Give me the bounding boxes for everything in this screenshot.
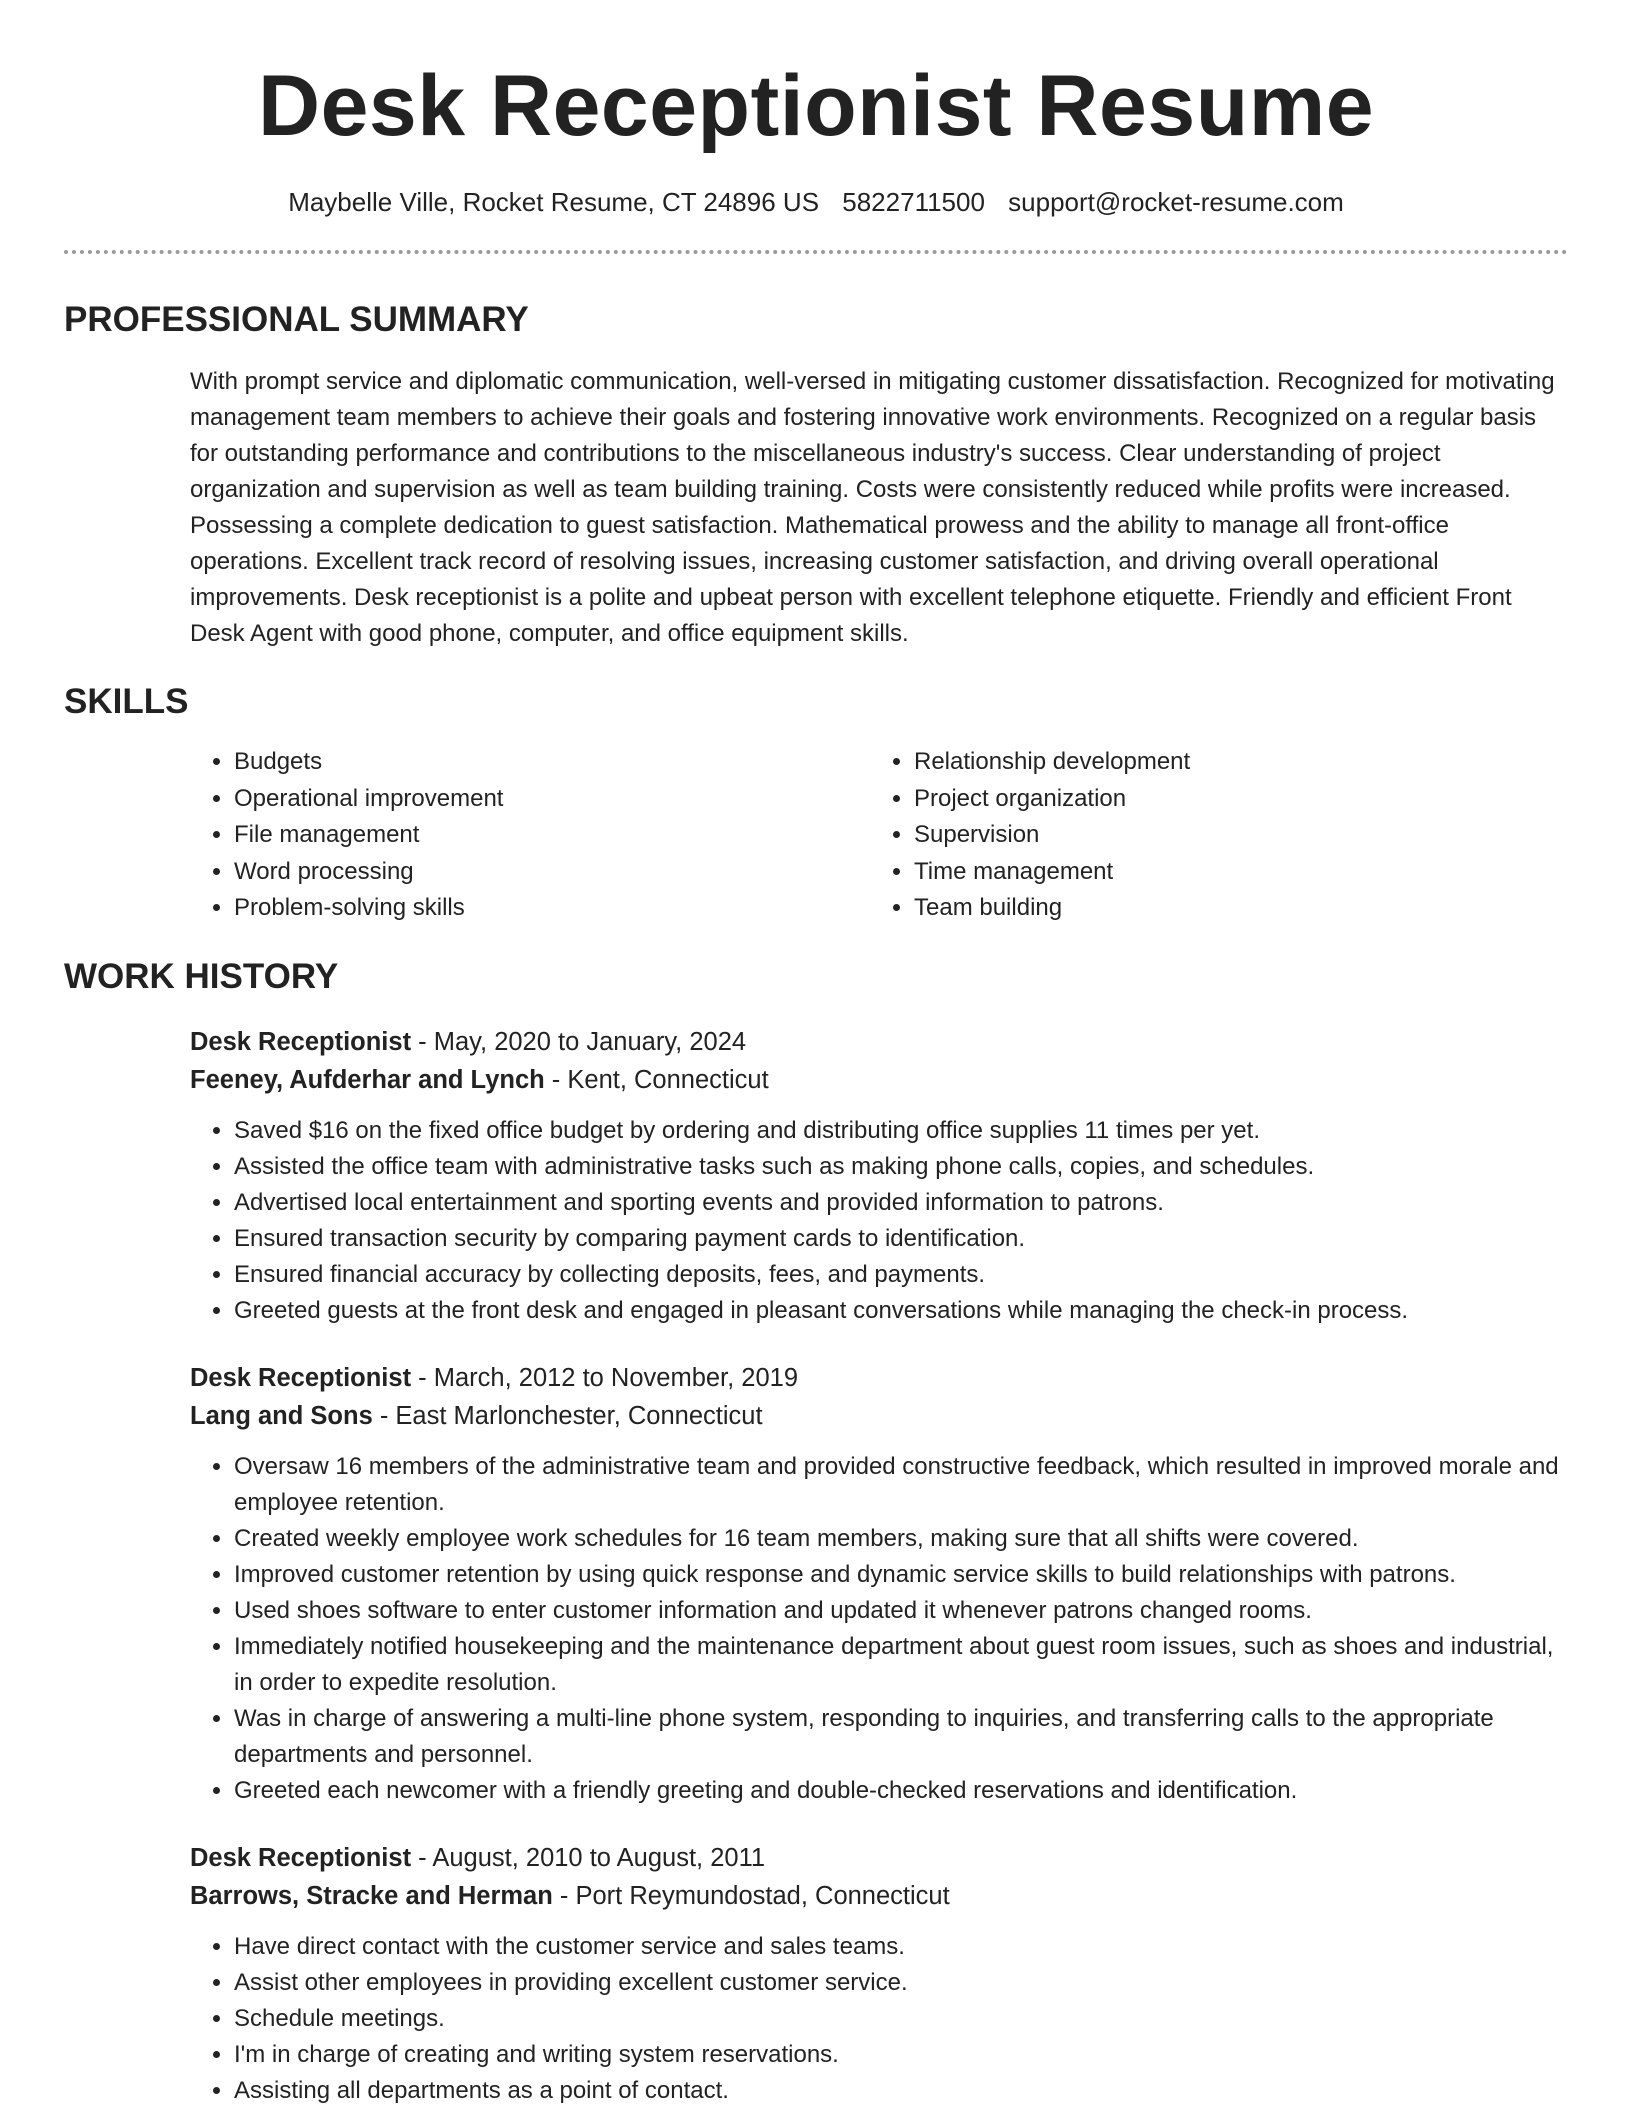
job-bullet: • Improved customer retention by using quick response and dynamic service skills to build relationships with patrons. [234,1557,1568,1593]
job-bullet: • Assisting all departments as a point of contact. [234,2073,1568,2109]
skill-item: • Time management [914,854,1190,891]
job-bullet: • Assist other employees in providing excellent customer service. [234,1965,1568,2001]
skills-column-left [190,744,870,927]
contact-address: Maybelle Ville, Rocket Resume, CT 24896 US [288,187,820,217]
job-bullet: • Ensured financial accuracy by collecting deposits, fees, and payments. [234,1257,1568,1293]
skill-item: • Team building [914,890,1190,927]
job-bullet: • Used shoes software to enter customer information and updated it whenever patrons changed rooms. [234,1593,1568,1629]
job-bullet: • Assisted the office team with administrative tasks such as making phone calls, copies, and schedules. [234,1149,1568,1185]
job-title-line [190,1839,1568,1877]
job-location: - Kent, Connecticut [544,1065,769,1094]
skills-list [190,744,1568,927]
job-bullet: • I'm in charge of creating and writing system reservations. [234,2037,1568,2073]
job-company: Barrows, Stracke and Herman [190,1881,553,1910]
skill-item: • File management [234,817,870,854]
skill-item: • Word processing [234,854,870,891]
job-company: Feeney, Aufderhar and Lynch [190,1065,545,1094]
summary-text: With prompt service and diplomatic communication, well-versed in mitigating customer dissatisfaction. Recognized for motivating management team members to achieve their goals and fostering innovative work environments. Recognized on a regular basis for outstanding performance and contributions to the miscellaneous industry's success. Clear understanding of project organization and supervision as well as team building training. Costs were consistently reduced while profits were increased. Possessing a complete dedication to guest satisfaction. Mathematical prowess and the ability to manage all front-office operations. Excellent track record of resolving issues, increasing customer satisfaction, and driving overall operational improvements. Desk receptionist is a polite and upbeat person with excellent telephone etiquette. Friendly and efficient Front Desk Agent with good phone, computer, and office equipment skills. [190,368,1555,647]
resume-title: Desk Receptionist Resume [257,58,1375,154]
job-bullet: • Was in charge of answering a multi-line phone system, responding to inquiries, and transferring calls to the appropriate departments and personnel. [234,1701,1568,1773]
contact-line [64,184,1568,220]
job-company: Lang and Sons [190,1401,373,1430]
job-bullet: • Saved $16 on the fixed office budget by ordering and distributing office supplies 11 times per yet. [234,1113,1568,1149]
job-bullets [190,1113,1568,1329]
job-bullet: • Greeted guests at the front desk and engaged in pleasant conversations while managing the check-in process. [234,1293,1568,1329]
skill-item: • Operational improvement [234,781,870,818]
job-company-line [190,1061,1568,1099]
job-bullet: • Ensured transaction security by comparing payment cards to identification. [234,1221,1568,1257]
job-entry [190,1359,1568,1809]
skill-item: • Project organization [914,781,1190,818]
job-bullet: • Created weekly employee work schedules for 16 team members, making sure that all shifts were covered. [234,1521,1568,1557]
skill-item: • Budgets [234,744,870,781]
job-location: - Port Reymundostad, Connecticut [552,1881,950,1910]
job-company-line [190,1877,1568,1915]
job-bullet: • Schedule meetings. [234,2001,1568,2037]
job-dates: - May, 2020 to January, 2024 [411,1027,747,1056]
job-bullet: • Advertised local entertainment and sporting events and provided information to patrons. [234,1185,1568,1221]
job-dates: - August, 2010 to August, 2011 [411,1843,766,1872]
contact-email: support@rocket-resume.com [1008,187,1344,217]
job-title: Desk Receptionist [190,1843,412,1872]
job-bullets [190,1449,1568,1809]
skill-item: • Problem-solving skills [234,890,870,927]
skill-item: • Relationship development [914,744,1190,781]
job-entry [190,1839,1568,2109]
job-bullet: • Oversaw 16 members of the administrative team and provided constructive feedback, which resulted in improved morale and employee retention. [234,1449,1568,1521]
job-dates: - March, 2012 to November, 2019 [411,1363,799,1392]
job-title: Desk Receptionist [190,1363,412,1392]
job-title-line [190,1023,1568,1061]
skill-item: • Supervision [914,817,1190,854]
job-company-line [190,1397,1568,1435]
job-location: - East Marlonchester, Connecticut [372,1401,763,1430]
header-divider [64,250,1568,254]
job-entry [190,1023,1568,1329]
work-history-heading: WORK HISTORY [64,956,339,996]
skills-column-right [870,744,1190,927]
job-bullets [190,1929,1568,2109]
job-title-line [190,1359,1568,1397]
summary-heading: PROFESSIONAL SUMMARY [64,300,529,339]
skills-heading: SKILLS [64,682,189,721]
job-title: Desk Receptionist [190,1027,412,1056]
job-bullet: • Greeted each newcomer with a friendly greeting and double-checked reservations and identification. [234,1773,1568,1809]
job-bullet: • Have direct contact with the customer service and sales teams. [234,1929,1568,1965]
job-bullet: • Immediately notified housekeeping and the maintenance department about guest room issues, such as shoes and industrial, in order to expedite resolution. [234,1629,1568,1701]
contact-phone: 5822711500 [842,187,985,217]
